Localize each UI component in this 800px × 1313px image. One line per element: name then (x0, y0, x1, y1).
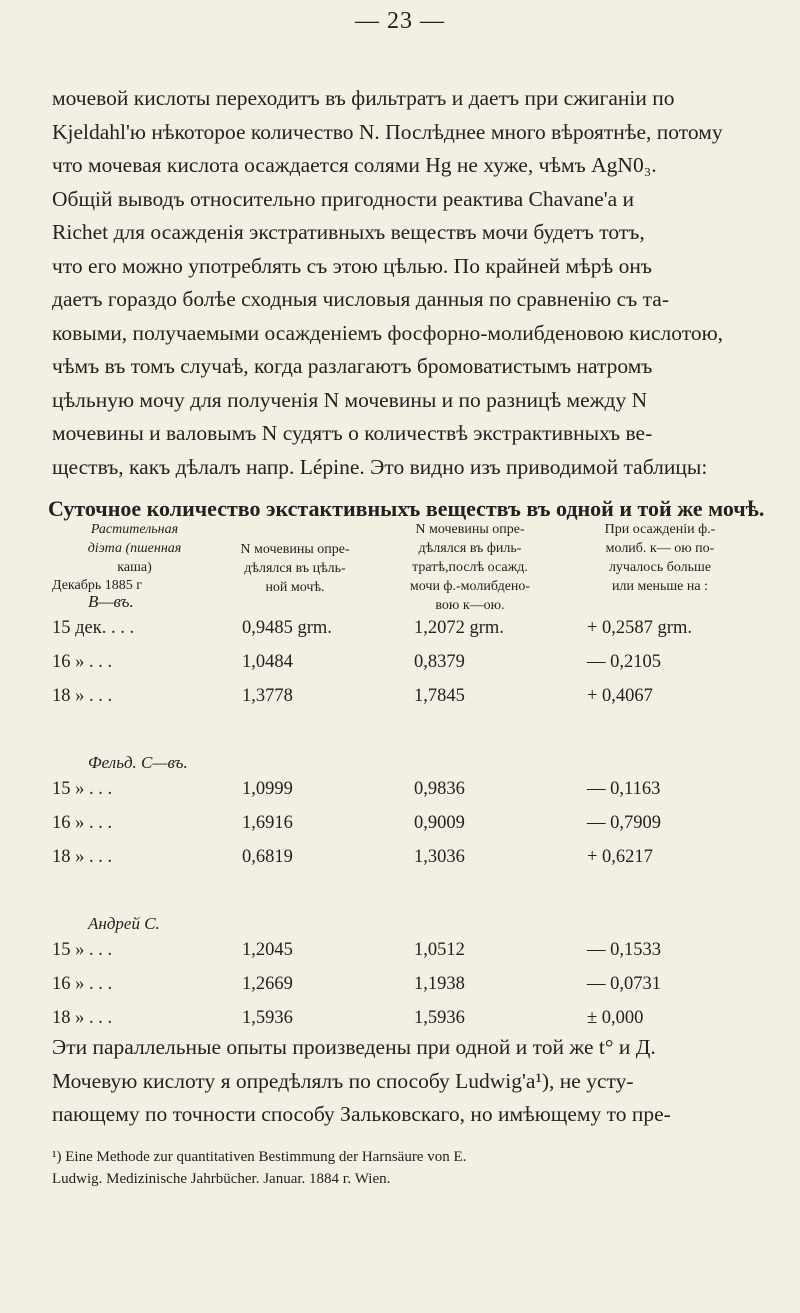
row-filtrate: 0,8379 (414, 652, 465, 672)
header-filtrate-line-4: мочи ф.-молибдено- (409, 579, 531, 594)
closing-line-3: пающему по точности способу Зальковскаго, но имѣющему то пре- (52, 1102, 671, 1126)
closing-line-2: Мочевую кислоту я опредѣлялъ по способу Ludwig'a¹), не усту- (52, 1068, 634, 1093)
group-label: Андрей С. (88, 914, 160, 933)
paragraph-line-9: чѣмъ въ томъ случаѣ, когда разлагаютъ бромоватистымъ натромъ (52, 354, 653, 378)
footnote (52, 1146, 752, 1190)
row-difference: — 0,0731 (587, 974, 661, 994)
row-filtrate: 1,7845 (414, 686, 465, 706)
paragraph-line-11: мочевины и валовымъ N судятъ о количествѣ экстрактивныхъ ве- (52, 421, 653, 445)
column-header-whole-urine (220, 540, 370, 597)
row-whole-urine: 1,2669 (242, 974, 293, 994)
row-difference: — 0,1163 (587, 779, 661, 799)
table-row (52, 686, 752, 714)
row-difference: + 0,2587 grm. (587, 618, 692, 638)
row-whole-urine: 1,2045 (242, 940, 293, 960)
header-difference-line-1: При осажденіи ф.- (604, 522, 716, 537)
row-filtrate: 1,0512 (414, 940, 465, 960)
row-filtrate: 0,9009 (414, 813, 465, 833)
row-whole-urine: 1,5936 (242, 1008, 293, 1028)
header-filtrate-line-3: тратѣ,послѣ осажд. (412, 560, 528, 575)
header-difference-line-2: молиб. к— ою по- (605, 541, 715, 556)
column-header-date: Декабрь 1885 г (52, 578, 142, 593)
row-difference: ± 0,000 (587, 1008, 644, 1028)
paragraph-line-6: что его можно употреблять съ этою цѣлью. По крайней мѣрѣ онъ (52, 253, 652, 278)
row-whole-urine: 1,0999 (242, 779, 293, 799)
column-header-filtrate (380, 520, 560, 615)
table-row (52, 974, 752, 1002)
row-whole-urine: 0,9485 grm. (242, 618, 332, 638)
row-day: 15 дек. . . . (52, 618, 135, 638)
row-day: 16 » . . . (52, 974, 113, 994)
header-filtrate-line-1: N мочевины опре- (415, 522, 525, 537)
header-whole-line-3: ной мочѣ. (265, 580, 325, 595)
row-whole-urine: 0,6819 (242, 847, 293, 867)
row-day: 15 » . . . (52, 779, 113, 799)
footnote-line-1: ¹) Eine Methode zur quantitativen Bestimmung der Harnsäure von E. (52, 1149, 467, 1165)
row-difference: — 0,7909 (587, 813, 661, 833)
header-difference-line-3: лучалось больше (608, 560, 712, 575)
row-day: 18 » . . . (52, 686, 113, 706)
row-difference: — 0,1533 (587, 940, 661, 960)
row-day: 15 » . . . (52, 940, 113, 960)
closing-line-1: Эти параллельные опыты произведены при одной и той же t° и Д. (52, 1035, 656, 1059)
row-whole-urine: 1,0484 (242, 652, 293, 672)
row-filtrate: 1,2072 grm. (414, 618, 504, 638)
table-row (52, 940, 752, 968)
column-header-diet (52, 520, 217, 577)
paragraph-line-10: цѣльную мочу для полученія N мочевины и по разницѣ между N (52, 387, 648, 412)
table-row (52, 813, 752, 841)
header-diet-line-3: каша) (117, 560, 152, 575)
row-filtrate: 1,3036 (414, 847, 465, 867)
header-filtrate-line-5: вою к—ою. (435, 598, 505, 613)
row-difference: + 0,6217 (587, 847, 653, 867)
header-filtrate-line-2: дѣлялся въ филь- (418, 541, 522, 556)
table-row (52, 779, 752, 807)
header-whole-line-2: дѣлялся въ цѣль- (244, 561, 346, 576)
paragraph-line-4: Общій выводъ относительно пригодности реактива Chavane'a и (52, 186, 635, 211)
row-difference: — 0,2105 (587, 652, 661, 672)
row-whole-urine: 1,6916 (242, 813, 293, 833)
row-filtrate: 0,9836 (414, 779, 465, 799)
table-title: Суточное количество экстактивныхъ веществъ въ одной и той же мочѣ. (48, 496, 765, 521)
paragraph-line-8: ковыми, получаемыми осажденіемъ фосфорно-молибденовою кислотою, (52, 320, 724, 345)
row-difference: + 0,4067 (587, 686, 653, 706)
closing-paragraph (52, 1031, 752, 1132)
header-whole-line-1: N мочевины опре- (240, 542, 350, 557)
table-row (52, 618, 752, 646)
row-whole-urine: 1,3778 (242, 686, 293, 706)
group-label: Фельд. С—въ. (88, 753, 188, 772)
header-diet-line-2: діэта (пшенная (87, 541, 182, 556)
paragraph-line-1: мочевой кислоты переходитъ въ фильтратъ и даетъ при сжиганіи по (52, 86, 675, 110)
header-difference-line-4: или меньше на : (611, 579, 708, 594)
main-paragraph (52, 82, 752, 484)
column-header-difference (570, 520, 750, 596)
header-diet-line-1: Растительная (90, 522, 179, 537)
page-number: — 23 — (355, 8, 445, 34)
footnote-line-2: Ludwig. Medizinische Jahrbücher. Januar. 1884 г. Wien. (52, 1171, 391, 1187)
table-row (52, 847, 752, 875)
table-row (52, 652, 752, 680)
row-day: 16 » . . . (52, 813, 113, 833)
group-label: В—въ. (88, 592, 134, 611)
row-filtrate: 1,5936 (414, 1008, 465, 1028)
row-day: 18 » . . . (52, 1008, 113, 1028)
row-day: 18 » . . . (52, 847, 113, 867)
paragraph-line-3: что мочевая кислота осаждается солями Hg не хуже, чѣмъ AgN0₃. (52, 153, 657, 177)
row-filtrate: 1,1938 (414, 974, 465, 994)
paragraph-line-7: даетъ гораздо болѣе сходныя числовыя данныя по сравненію съ та- (52, 287, 669, 311)
paragraph-line-5: Richet для осажденія экстративныхъ веществъ мочи будетъ тотъ, (52, 220, 645, 244)
row-day: 16 » . . . (52, 652, 113, 672)
paragraph-line-12: ществъ, какъ дѣлалъ напр. Lépine. Это видно изъ приводимой таблицы: (52, 454, 708, 479)
paragraph-line-2: Kjeldahl'ю нѣкоторое количество N. Послѣднее много вѣроятнѣе, потому (52, 119, 723, 144)
